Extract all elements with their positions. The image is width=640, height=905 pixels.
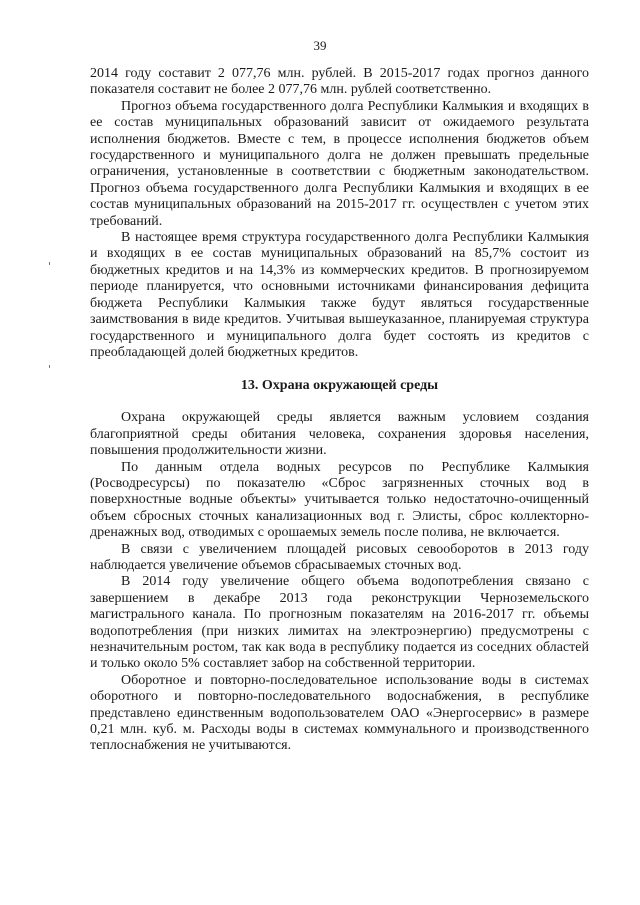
- document-body: [90, 66, 589, 755]
- paragraph: В настоящее время структура государственного долга Республики Калмыкия и входящих в ее состав муниципальных образований на 85,7% состоит из бюджетных кредитов и на 14,3% из коммерческих кредитов. В прогнозируемом периоде планируется, что основными источниками финансирования дефицита бюджета Республики Калмыкия также будут являться государственные заимствования в виде кредитов. Учитывая вышеуказанное, планируемая структура государственного и муниципального долга будет состоять из кредитов с преобладающей долей бюджетных кредитов.: [90, 230, 589, 360]
- paragraph: В 2014 году увеличение общего объема водопотребления связано с завершением в декабре 2013 года реконструкции Черноземельского магистрального канала. По прогнозным показателям на 2016-2017 гг. объемы водопотребления (при низких лимитах на электроэнергию) предусмотрены с незначительным ростом, так как вода в республику подается из соседних областей и только около 5% составляет забор на собственной территории.: [90, 574, 589, 672]
- paragraph: 2014 году составит 2 077,76 млн. рублей. В 2015-2017 годах прогноз данного показателя составит не более 2 077,76 млн. рублей соответственно.: [90, 66, 589, 98]
- margin-mark: [49, 262, 50, 265]
- paragraph: Охрана окружающей среды является важным условием создания благоприятной среды обитания человека, сохранения здоровья населения, повышения продолжительности жизни.: [90, 410, 589, 459]
- page-number: 39: [313, 38, 327, 53]
- paragraph: По данным отдела водных ресурсов по Республике Калмыкия (Росводресурсы) по показателю «Сброс загрязненных сточных вод в поверхностные водные объекты» учитывается только недостаточно-очищенный объем сбросных сточных канализационных вод г. Элисты, сброс коллекторно-дренажных вод, отводимых с орошаемых земель после полива, не включается.: [90, 459, 589, 541]
- paragraph: В связи с увеличением площадей рисовых севооборотов в 2013 году наблюдается увеличение объемов сбрасываемых сточных вод.: [90, 541, 589, 573]
- paragraph: Прогноз объема государственного долга Республики Калмыкия и входящих в ее состав муниципальных образований зависит от ожидаемого результата исполнения бюджетов. Вместе с тем, в процессе исполнения бюджетов объем государственного и муниципального долга не должен превышать предельные ограничения, установленные в соответствии с бюджетным законодательством. Прогноз объема государственного долга Республики Калмыкия и входящих в ее состав муниципальных образований на 2015-2017 гг. осуществлен с учетом этих требований.: [90, 98, 589, 229]
- paragraph: Оборотное и повторно-последовательное использование воды в системах оборотного и повторно-последовательного водоснабжения, в республике представлено единственным водопользователем ОАО «Энергосервис» в размере 0,21 млн. куб. м. Расходы воды в системах коммунального и производственного теплоснабжения не учитываются.: [90, 672, 589, 754]
- margin-mark: [49, 365, 50, 368]
- section-heading: 13. Охрана окружающей среды: [240, 378, 439, 394]
